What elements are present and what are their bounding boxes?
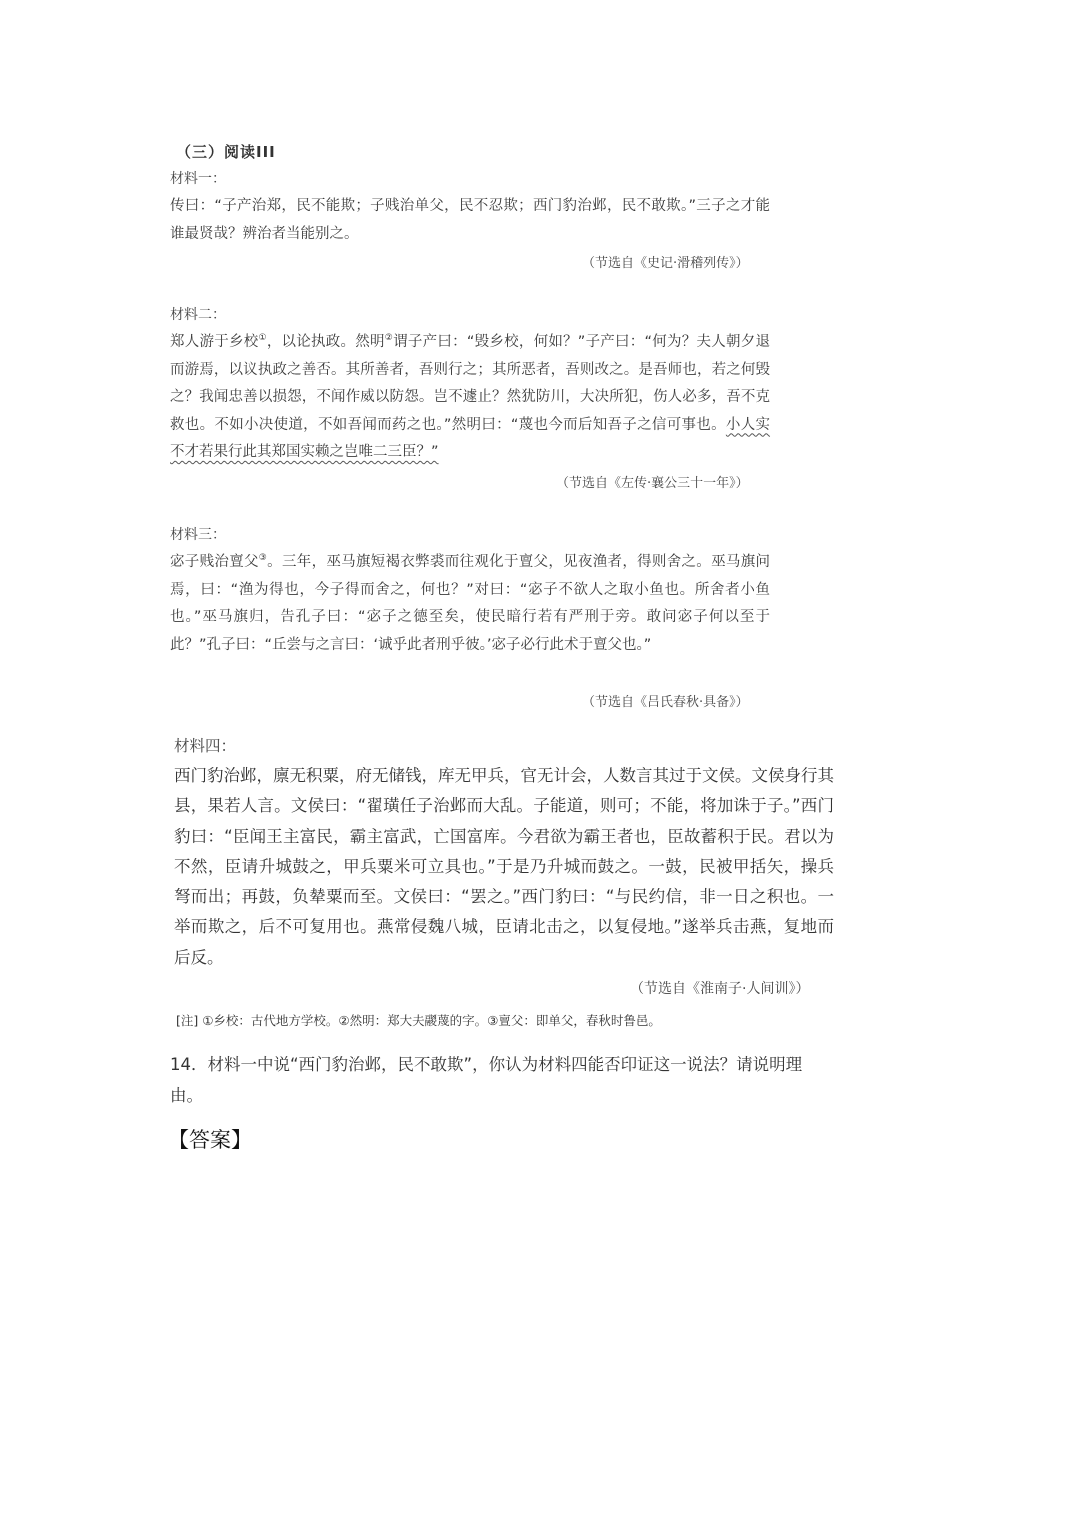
material-2-text-part-2: ，以论执政。然明	[266, 334, 385, 350]
material-2-source: （节选自《左传·襄公三十一年》）	[556, 476, 749, 491]
material-1	[170, 166, 770, 248]
material-4-text: 西门豹治邺，廪无积粟，府无储钱，库无甲兵，官无计会，人数言其过于文侯。文侯身行其县，果若人言。文侯曰：“翟璜任子治邺而大乱。子能道，则可；不能，将加诛于子。”西门豹曰：“臣闻王主富民，霸主富武，亡国富库。今君欲为霸王者也，臣故蓄积于民。君以为不然，臣请升城鼓之，甲兵粟米可立具也。”于是乃升城而鼓之。一鼓，民被甲括矢，操兵弩而出；再鼓，负辇粟而至。文侯曰：“罢之。”西门豹曰：“与民约信，非一日之积也。一举而欺之，后不可复用也。燕常侵魏八城，臣请北击之，以复侵地。”遂举兵击燕，复地而后反。	[174, 766, 834, 967]
answer-label: 【答案】	[168, 1128, 252, 1152]
footnote-marker-3: ③	[258, 553, 268, 564]
material-2-text-part-3: 谓子产曰：“毁乡校，何如？”子产曰：“何为？夫人朝夕退而游焉，以议执政之善否。其所善者，吾则行之；其所恶者，吾则改之。是吾师也，若之何毁之？我闻忠善以损怨，不闻作威以防怨。岂不遽止？然犹防川，大决所犯，伤人必多，吾不克救也。不如小决使道，不如吾闻而药之也。”然明曰：“蔑也今而后知吾子之信可事也。	[170, 334, 771, 433]
material-3-label: 材料三：	[170, 527, 226, 543]
footnote-marker-2: ②	[384, 333, 394, 344]
footnotes: [注] ①乡校：古代地方学校。②然明：郑大夫鬷蔑的字。③亶父：即单父，春秋时鲁邑。	[176, 1013, 661, 1028]
material-3-text-part-1: 宓子贱治亶父	[170, 554, 259, 570]
material-2	[170, 302, 770, 467]
material-3-text-part-2: 。三年，巫马旗短褐衣弊裘而往观化于亶父，见夜渔者，得则舍之。巫马旗问焉，曰：“渔为得也，今子得而舍之，何也？”对曰：“宓子不欲人之取小鱼也。所舍者小鱼也。”巫马旗归，告孔子曰：“宓子之德至矣，使民暗行若有严刑于旁。敢问宓子何以至于此？”孔子曰：“丘尝与之言曰：‘诚乎此者刑乎彼。’宓子必行此术于亶父也。”	[170, 554, 771, 653]
material-1-text: 传曰：“子产治郑，民不能欺；子贱治单父，民不忍欺；西门豹治邺，民不敢欺。”三子之才能谁最贤哉？辨治者当能别之。	[170, 198, 770, 242]
material-2-underlined-sentence: 小人实不才若果行此其郑国实赖之岂唯二三臣？”	[170, 416, 771, 460]
material-1-label: 材料一：	[170, 171, 226, 187]
material-2-text-part-1: 郑人游于乡校	[170, 334, 259, 350]
material-4-label: 材料四：	[174, 737, 237, 755]
material-4	[174, 731, 834, 973]
material-2-label: 材料二：	[170, 307, 226, 323]
material-3	[170, 522, 770, 659]
footnote-marker-1: ①	[258, 333, 267, 344]
material-2-text	[170, 329, 770, 467]
question-14: 14．材料一中说“西门豹治邺，民不敢欺”，你认为材料四能否印证这一说法？请说明理由。	[170, 1055, 803, 1105]
section-title: （三）阅读III	[176, 143, 276, 161]
material-1-source: （节选自《史记·滑稽列传》）	[582, 256, 749, 271]
material-3-text	[170, 549, 770, 659]
material-4-source: （节选自《淮南子·人间训》）	[630, 981, 810, 997]
material-3-source: （节选自《吕氏春秋·具备》）	[582, 695, 749, 710]
